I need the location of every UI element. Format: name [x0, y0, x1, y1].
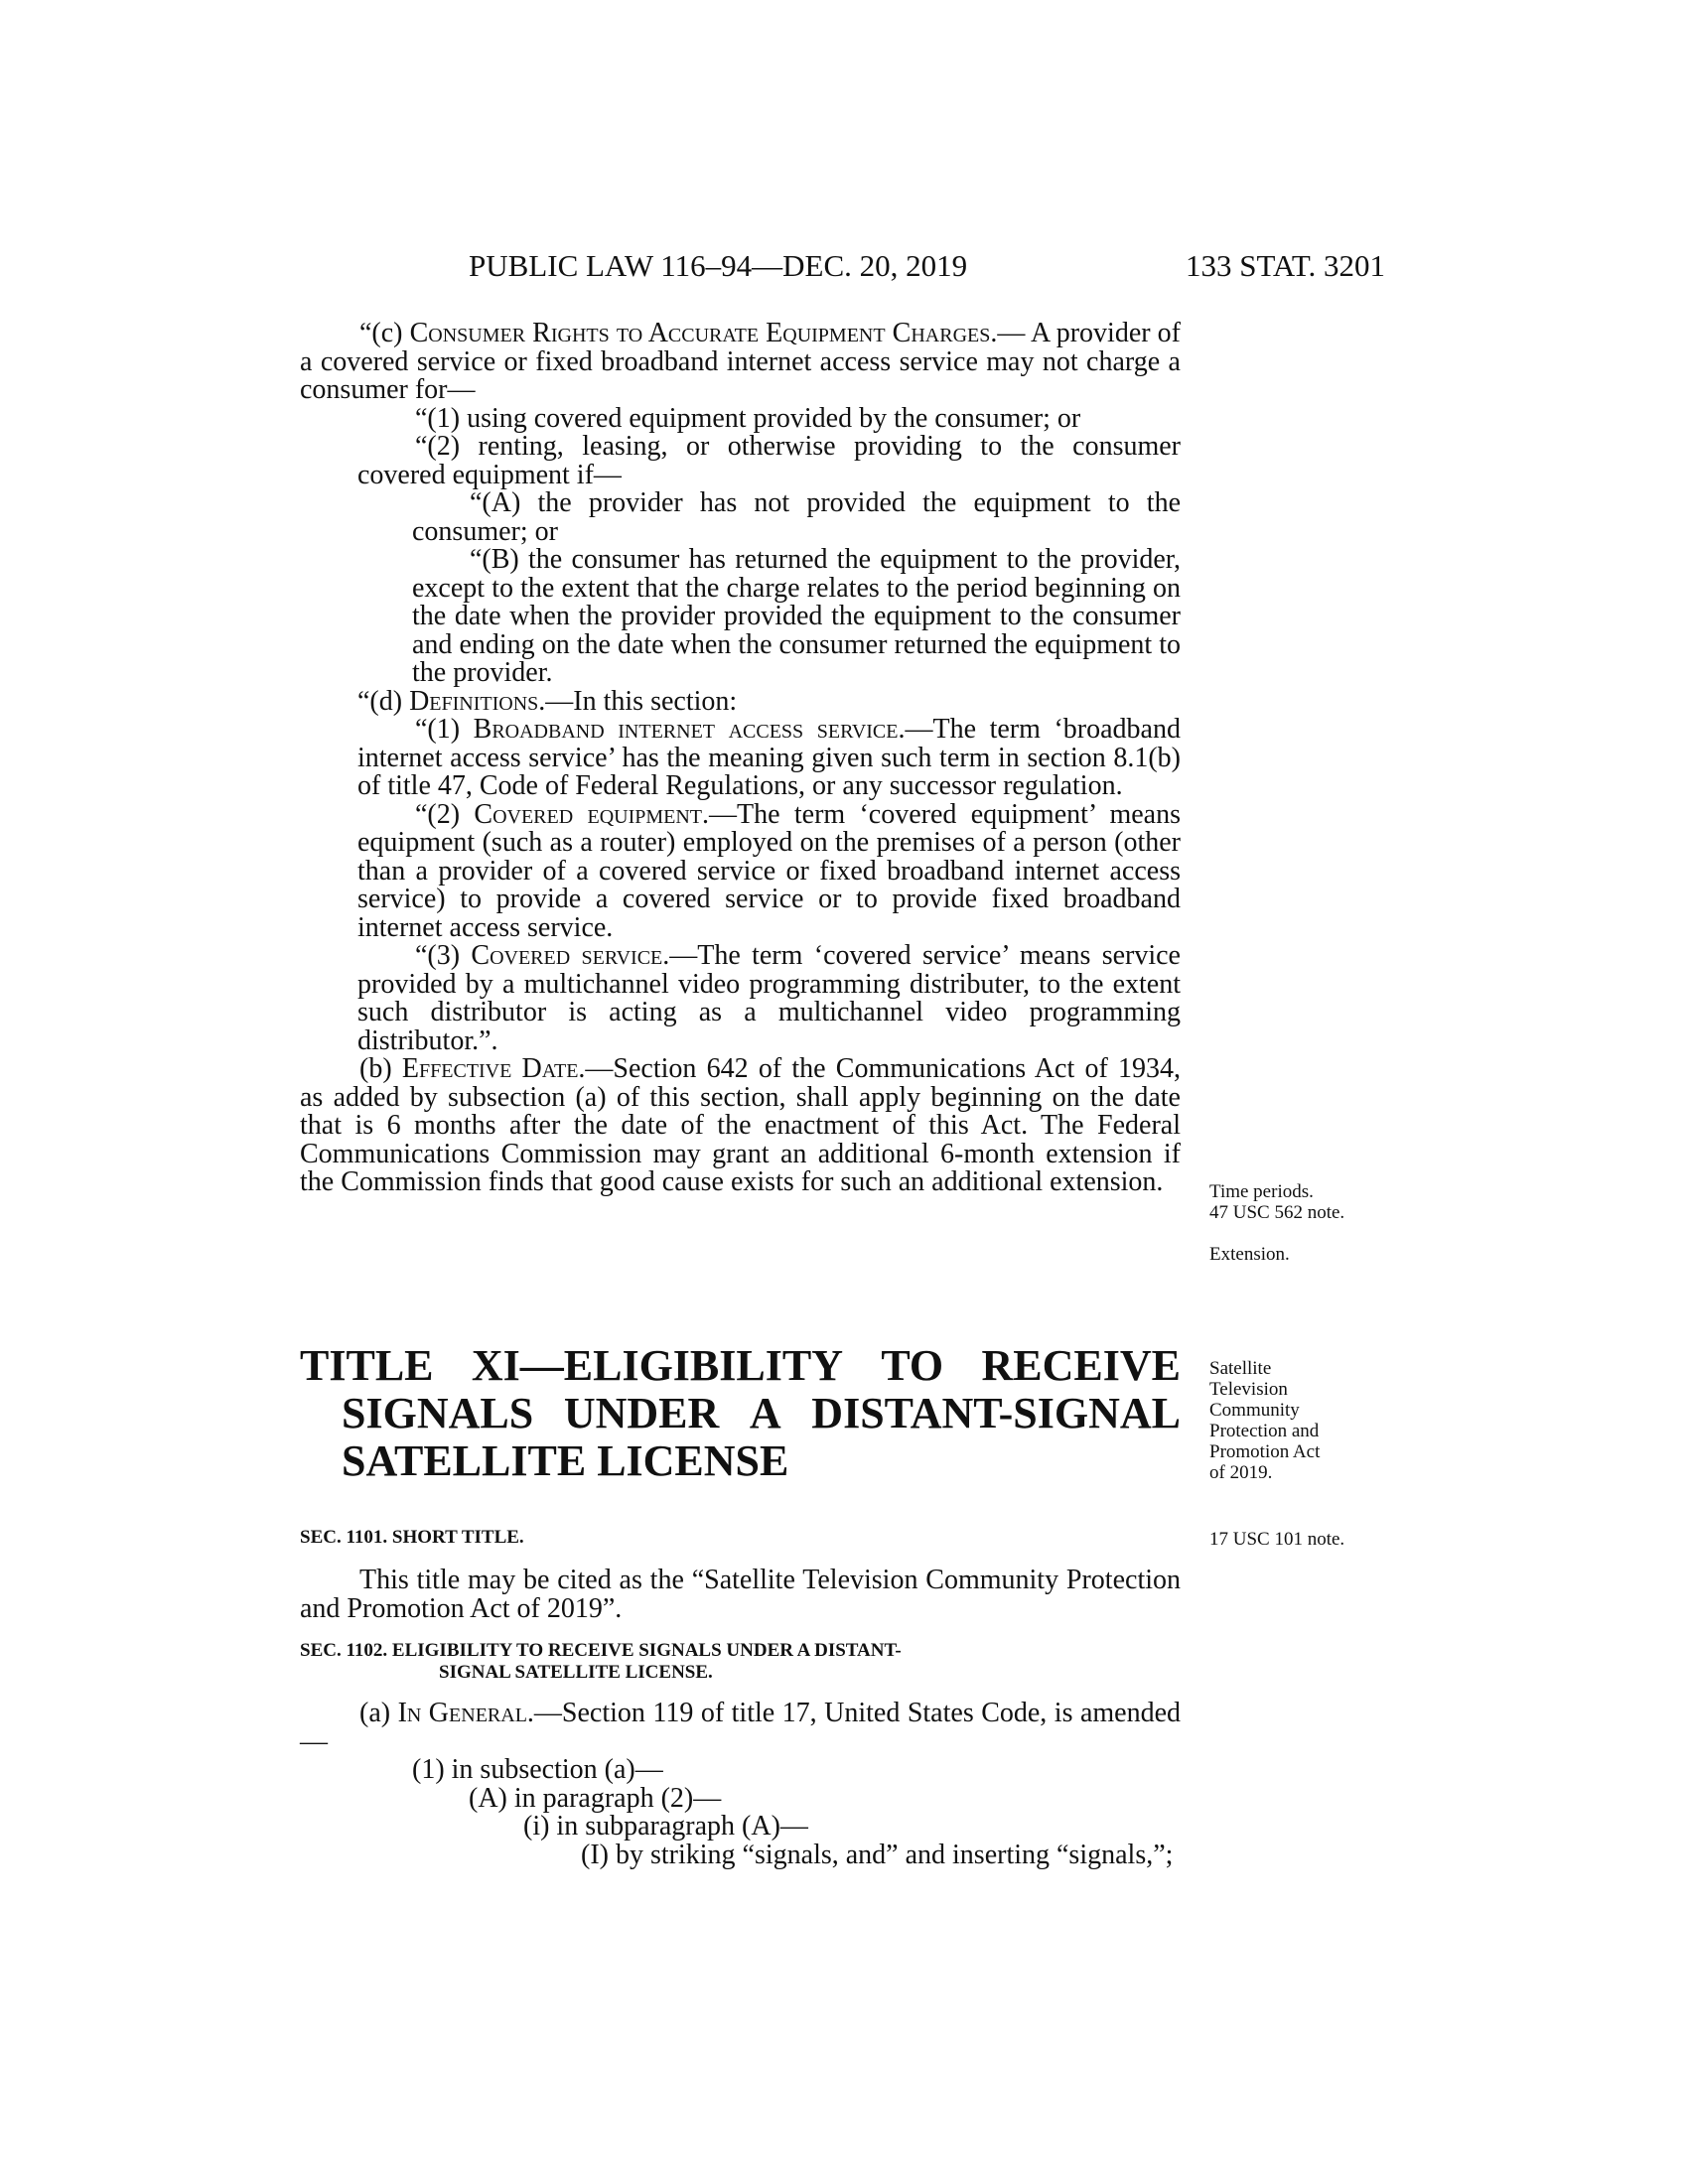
section-1102-body: [300, 1700, 1181, 1869]
amendment-level-3: (i) in subparagraph (A)—: [523, 1811, 808, 1842]
page-header: [298, 248, 1385, 288]
amendment-level-2: (A) in paragraph (2)—: [469, 1782, 722, 1814]
section-c-heading: Consumer Rights to Accurate Equipment Charges: [409, 318, 991, 348]
margin-note-extension: Extension.: [1209, 1244, 1290, 1265]
section-c-item-2a: “(A) the provider has not provided the equipment to the consumer; or: [412, 487, 1181, 547]
section-1101-body: [300, 1567, 1181, 1623]
title-line-1: TITLE XI—ELIGIBILITY TO RECEIVE: [300, 1341, 1181, 1390]
section-1102-heading: SEC. 1102. ELIGIBILITY TO RECEIVE SIGNALS UNDER A DISTANT- SIGNAL SATELLITE LICENSE.: [300, 1640, 902, 1683]
margin-note-usc-citation: 17 USC 101 note.: [1209, 1529, 1345, 1550]
amendment-level-1: (1) in subsection (a)—: [412, 1754, 663, 1785]
amendment-level-4: (I) by striking “signals, and” and inserting “signals,”;: [581, 1839, 1174, 1870]
section-1101-heading: SEC. 1101. SHORT TITLE.: [300, 1527, 524, 1548]
margin-note-time-periods: Time periods. 47 USC 562 note.: [1209, 1181, 1345, 1223]
subsection-a: (a) In General.—Section 119 of title 17, United States Code, is amended—: [300, 1698, 1182, 1757]
section-c-item-1: “(1) using covered equipment provided by the consumer; or: [415, 402, 1081, 434]
title-line-3: SATELLITE LICENSE: [342, 1436, 789, 1485]
body-text-upper: [300, 320, 1181, 1197]
definition-2: “(2) Covered equipment.—The term ‘covered equipment’ means equipment (such as a router) employed on the premises of a person (other than a provider of a covered service or fixed broadband internet access service) to provide a covered service or to provide fixed broadband internet access service.: [357, 798, 1182, 943]
running-head: PUBLIC LAW 116–94—DEC. 20, 2019: [469, 248, 968, 283]
section-c-paragraph: “(c) Consumer Rights to Accurate Equipment Charges.— A provider of a covered service or fixed broadband internet access service may not charge a consumer for—: [300, 318, 1181, 405]
definition-1: “(1) Broadband internet access service.—The term ‘broadband internet access service’ has the meaning given such term in section 8.1(b) of title 47, Code of Federal Regulations, or any successor regulation.: [357, 714, 1181, 801]
section-b-heading: Effective Date: [401, 1053, 579, 1084]
definition-3: “(3) Covered service.—The term ‘covered service’ means service provided by a multichannel video programming distributer, to the extent such distributor is acting as a multichannel video programming distributor.”.: [357, 940, 1181, 1056]
title-heading: [300, 1342, 1181, 1485]
statute-page-number: 133 STAT. 3201: [1185, 248, 1385, 283]
title-line-2: SIGNALS UNDER A DISTANT-SIGNAL: [342, 1389, 1181, 1437]
margin-note-short-title: Satellite Television Community Protection and Promotion Act of 2019.: [1209, 1358, 1321, 1483]
section-c-item-2b: “(B) the consumer has returned the equipment to the provider, except to the extent that the charge relates to the period beginning on the date when the provider provided the equipment to the consumer and ending on the date when the consumer returned the equipment to the provider.: [412, 544, 1181, 688]
section-b-paragraph: (b) Effective Date.—Section 642 of the Communications Act of 1934, as added by subsection (a) of this section, shall apply beginning on the date that is 6 months after the date of the enactment of this Act. The Federal Communications Commission may grant an additional 6-month extension if the Commission finds that good cause exists for such an additional extension.: [300, 1053, 1181, 1197]
section-d-heading-line: “(d) Definitions.—In this section:: [357, 685, 738, 717]
section-c-item-2: “(2) renting, leasing, or otherwise providing to the consumer covered equipment if—: [357, 431, 1181, 490]
section-d-heading: Definitions: [409, 685, 539, 717]
short-title-paragraph: This title may be cited as the “Satellite Television Community Protection and Promotion Act of 2019”.: [300, 1565, 1181, 1624]
